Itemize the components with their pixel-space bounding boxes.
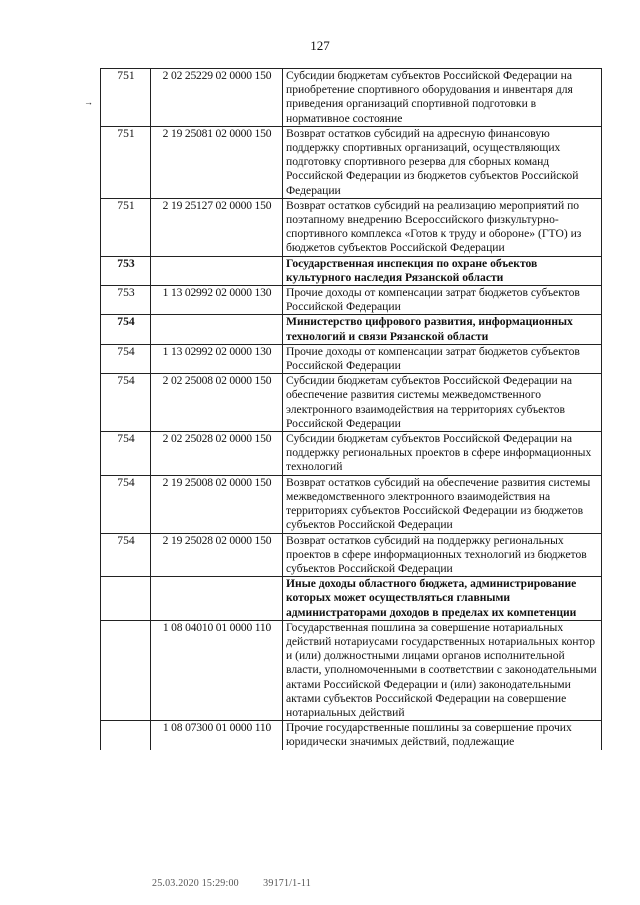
table-row bbox=[101, 475, 602, 533]
table-row bbox=[101, 432, 602, 476]
revenue-codes-table bbox=[100, 68, 602, 750]
section-heading-row bbox=[101, 577, 602, 621]
table-row bbox=[101, 344, 602, 373]
section-heading-row bbox=[101, 315, 602, 344]
budget-code-cell: 2 19 25028 02 0000 150 bbox=[151, 533, 283, 577]
section-name-cell: Иные доходы областного бюджета, администрирование которых может осуществляться главными администраторами доходов в пределах их компетенции bbox=[283, 577, 602, 621]
budget-code-cell: 2 02 25008 02 0000 150 bbox=[151, 374, 283, 432]
administrator-name-cell: Государственная инспекция по охране объектов культурного наследия Рязанской области bbox=[283, 256, 602, 285]
budget-code-cell bbox=[151, 256, 283, 285]
table-row bbox=[101, 198, 602, 256]
budget-code-cell: 1 13 02992 02 0000 130 bbox=[151, 344, 283, 373]
budget-code-cell: 2 19 25008 02 0000 150 bbox=[151, 475, 283, 533]
revenue-name-cell: Государственная пошлина за совершение нотариальных действий нотариусами государственных нотариальных контор и (или) должностными лицами органов исполнительной власти, уполномоченными в соответствии с законодательными актами Российской Федерации и (или) законодательными актами субъектов Российской Федерации на совершение нотариальных действий bbox=[283, 620, 602, 720]
table-row bbox=[101, 533, 602, 577]
page-number: 127 bbox=[310, 38, 330, 53]
budget-code-cell: 1 13 02992 02 0000 130 bbox=[151, 286, 283, 315]
revenue-name-cell: Прочие доходы от компенсации затрат бюджетов субъектов Российской Федерации bbox=[283, 286, 602, 315]
revenue-name-cell: Прочие доходы от компенсации затрат бюджетов субъектов Российской Федерации bbox=[283, 344, 602, 373]
admin-code-cell: 754 bbox=[101, 432, 151, 476]
revenue-name-cell: Субсидии бюджетам субъектов Российской Федерации на поддержку региональных проектов в сфере информационных технологий bbox=[283, 432, 602, 476]
admin-code-cell bbox=[101, 620, 151, 720]
budget-code-cell: 1 08 07300 01 0000 110 bbox=[151, 721, 283, 750]
revenue-name-cell: Субсидии бюджетам субъектов Российской Федерации на обеспечение развития системы межведомственного электронного взаимодействия на территориях субъектов Российской Федерации bbox=[283, 374, 602, 432]
revenue-name-cell: Прочие государственные пошлины за совершение прочих юридически значимых действий, подлежащие bbox=[283, 721, 602, 750]
admin-code-cell bbox=[101, 577, 151, 621]
revenue-name-cell: Возврат остатков субсидий на реализацию мероприятий по поэтапному внедрению Всероссийского физкультурно-спортивного комплекса «Готов к труду и обороне» (ГТО) из бюджетов субъектов Российской Федерации bbox=[283, 198, 602, 256]
footer-timestamp: 25.03.2020 15:29:00 bbox=[152, 878, 239, 889]
budget-code-cell bbox=[151, 577, 283, 621]
table-row bbox=[101, 69, 602, 127]
revenue-name-cell: Субсидии бюджетам субъектов Российской Федерации на приобретение спортивного оборудования и инвентаря для приведения организаций спортивной подготовки в нормативное состояние bbox=[283, 69, 602, 127]
admin-code-cell: 751 bbox=[101, 198, 151, 256]
admin-code-cell: 754 bbox=[101, 475, 151, 533]
revenue-name-cell: Возврат остатков субсидий на поддержку региональных проектов в сфере информационных технологий из бюджетов субъектов Российской Федерации bbox=[283, 533, 602, 577]
budget-code-cell: 2 02 25028 02 0000 150 bbox=[151, 432, 283, 476]
section-heading-row bbox=[101, 256, 602, 285]
footer-doc-id: 39171/1-11 bbox=[263, 878, 311, 889]
table-row bbox=[101, 126, 602, 198]
admin-code-cell: 754 bbox=[101, 344, 151, 373]
budget-code-cell: 2 19 25127 02 0000 150 bbox=[151, 198, 283, 256]
admin-code-cell: 751 bbox=[101, 69, 151, 127]
footer-stamp bbox=[152, 878, 311, 889]
table-body bbox=[101, 69, 602, 750]
admin-code-cell: 754 bbox=[101, 533, 151, 577]
table-row bbox=[101, 286, 602, 315]
admin-code-cell: 753 bbox=[101, 286, 151, 315]
revenue-name-cell: Возврат остатков субсидий на обеспечение развития системы межведомственного электронного взаимодействия на территориях субъектов Российской Федерации из бюджетов субъектов Российской Федерации bbox=[283, 475, 602, 533]
administrator-name-cell: Министерство цифрового развития, информационных технологий и связи Рязанской области bbox=[283, 315, 602, 344]
revenue-name-cell: Возврат остатков субсидий на адресную финансовую поддержку спортивных организаций, осуществляющих подготовку спортивного резерва для сборных команд Российской Федерации из бюджетов субъектов Российской Федерации bbox=[283, 126, 602, 198]
admin-code-cell bbox=[101, 721, 151, 750]
budget-code-cell: 1 08 04010 01 0000 110 bbox=[151, 620, 283, 720]
table-row bbox=[101, 721, 602, 750]
budget-code-cell: 2 02 25229 02 0000 150 bbox=[151, 69, 283, 127]
admin-code-cell: 754 bbox=[101, 374, 151, 432]
admin-code-cell: 753 bbox=[101, 256, 151, 285]
table-row bbox=[101, 374, 602, 432]
admin-code-cell: 751 bbox=[101, 126, 151, 198]
table-row bbox=[101, 620, 602, 720]
admin-code-cell: 754 bbox=[101, 315, 151, 344]
budget-code-cell: 2 19 25081 02 0000 150 bbox=[151, 126, 283, 198]
arrow-marker-icon: → bbox=[84, 97, 93, 107]
budget-code-cell bbox=[151, 315, 283, 344]
